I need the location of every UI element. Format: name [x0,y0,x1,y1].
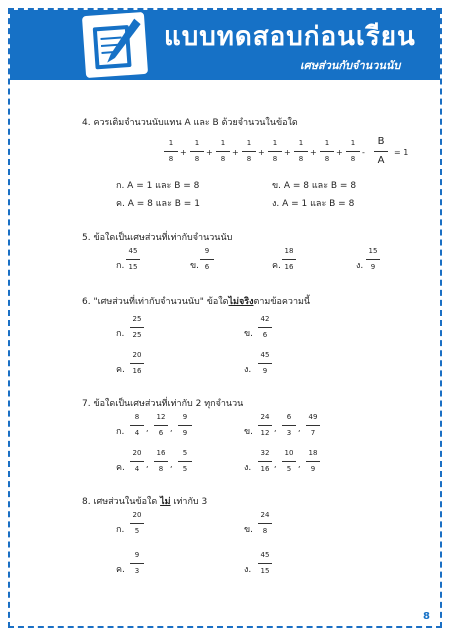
q7-option-2-fraction-3-bar [306,425,320,426]
q8-option-4-fraction-numerator: 45 [260,551,270,559]
q7-option-1-fraction-1 [130,414,144,437]
q5-option-1-label: ก. [116,261,125,271]
q5-option-3-fraction [282,248,296,271]
q7-option-3-fraction-3 [178,450,192,473]
q7-option-2-fraction-3-denominator: 7 [310,429,316,437]
q4-fraction-1-numerator: 1 [168,139,174,147]
q6-option-3-fraction-numerator: 20 [132,351,142,359]
q6-option-4-fraction-denominator: 9 [262,367,268,375]
question-7: 7. ข้อใดเป็นเศษส่วนที่เท่ากับ 2 ทุกจำนวน [82,399,244,409]
q4-fraction-5-numerator: 1 [272,139,278,147]
q5-option-2-fraction [200,248,214,271]
page-title: แบบทดสอบก่อนเรียน [164,22,416,52]
q7-option-4-fraction-3 [306,450,320,473]
q5-option-1-fraction-denominator: 15 [128,263,138,271]
q7-option-3-fraction-2 [154,450,168,473]
q8-text-after: เท่ากับ 3 [170,497,208,507]
q7-option-1-fraction-3-bar [178,425,192,426]
q4-fraction-6-numerator: 1 [298,139,304,147]
q5-option-4-fraction-bar [366,259,380,260]
q4-fraction-5 [268,140,282,163]
q7-option-4-fraction-2-bar [282,461,296,462]
comma-separator: , [298,424,301,433]
q4-fraction-8-bar [346,151,360,152]
q5-option-3-fraction-bar [282,259,296,260]
plus-sign: + [284,148,291,157]
q6-text-underline: ไม่จริง [228,297,254,307]
q7-option-4-fraction-3-numerator: 18 [308,449,318,457]
q8-option-1-fraction-denominator: 5 [134,527,140,535]
q5-option-4-fraction [366,248,380,271]
q6-option-3-label: ค. [116,365,125,375]
q6-option-1-fraction-denominator: 25 [132,331,142,339]
q7-option-2-fraction-2-bar [282,425,296,426]
q6-option-2-fraction [258,316,272,339]
q7-option-3-fraction-3-denominator: 5 [182,465,188,473]
q7-option-3-fraction-1-denominator: 4 [134,465,140,473]
q7-option-4-fraction-2 [282,450,296,473]
q8-option-2-fraction [258,512,272,535]
q4-option-c[interactable]: ค. A = 8 และ B = 1 [116,199,200,209]
q4-fraction-5-denominator: 8 [272,155,278,163]
q7-option-1-fraction-2 [154,414,168,437]
q7-option-2-fraction-1-bar [258,425,272,426]
q6-text-after: ตามข้อความนี้ [253,297,311,307]
q6-option-4-label: ง. [244,365,252,375]
q7-option-4-fraction-1-numerator: 32 [260,449,270,457]
q8-option-4-label: ง. [244,565,252,575]
q5-option-2-label: ข. [190,261,200,271]
q7-option-2-fraction-1-denominator: 12 [260,429,270,437]
q6-option-4-fraction-numerator: 45 [260,351,270,359]
q6-option-2-label: ข. [244,329,254,339]
q8-option-3-fraction-numerator: 9 [134,551,140,559]
q6-option-1-fraction-numerator: 25 [132,315,142,323]
q7-option-4-fraction-2-numerator: 10 [284,449,294,457]
comma-separator: , [298,460,301,469]
comma-separator: , [146,460,149,469]
q7-option-1-fraction-2-numerator: 12 [156,413,166,421]
q6-option-3-fraction-denominator: 16 [132,367,142,375]
q7-option-2-fraction-1-numerator: 24 [260,413,270,421]
q8-option-3-label: ค. [116,565,125,575]
comma-separator: , [170,424,173,433]
q4-fraction-7-numerator: 1 [324,139,330,147]
q6-option-2-fraction-numerator: 42 [260,315,270,323]
q4-fraction-6-bar [294,151,308,152]
q8-option-2-fraction-denominator: 8 [262,527,268,535]
q5-option-1-fraction-bar [126,259,140,260]
plus-sign: + [310,148,317,157]
comma-separator: , [170,460,173,469]
q7-option-3-fraction-1-numerator: 20 [132,449,142,457]
q4-unknown-fraction-denominator: A [377,155,385,166]
q4-fraction-3 [216,140,230,163]
q7-option-4-fraction-3-bar [306,461,320,462]
q4-fraction-4-numerator: 1 [246,139,252,147]
page-number: 8 [423,611,430,622]
q7-option-3-fraction-2-denominator: 8 [158,465,164,473]
q7-option-1-fraction-2-bar [154,425,168,426]
question-8 [82,494,207,508]
q6-option-1-fraction-bar [130,327,144,328]
q8-option-1-fraction-numerator: 20 [132,511,142,519]
q4-fraction-8-denominator: 8 [350,155,356,163]
q7-option-2-fraction-2-denominator: 3 [286,429,292,437]
page-subtitle: เศษส่วนกับจำนวนนับ [300,59,401,72]
q8-option-4-fraction-denominator: 15 [260,567,270,575]
q4-fraction-6-denominator: 8 [298,155,304,163]
q7-option-4-fraction-3-denominator: 9 [310,465,316,473]
q6-option-2-fraction-denominator: 6 [262,331,268,339]
q6-option-2-fraction-bar [258,327,272,328]
q4-unknown-fraction-numerator: B [377,136,385,147]
q7-option-4-fraction-1-denominator: 16 [260,465,270,473]
q7-option-3-fraction-2-bar [154,461,168,462]
q7-option-3-fraction-3-numerator: 5 [182,449,188,457]
q5-option-1-fraction-numerator: 45 [128,247,138,255]
q4-fraction-2-numerator: 1 [194,139,200,147]
question-4: 4. ควรเติมจำนวนนับแทน A และ B ด้วยจำนวนในข้อใด [82,118,298,128]
q7-option-2-label: ข. [244,427,254,437]
q7-option-1-fraction-1-bar [130,425,144,426]
q4-fraction-8 [346,140,360,163]
q4-fraction-1-denominator: 8 [168,155,174,163]
question-6 [82,294,310,308]
q7-option-4-label: ง. [244,463,252,473]
q8-option-4-fraction-bar [258,563,272,564]
q7-option-2-fraction-1 [258,414,272,437]
q4-option-a[interactable]: ก. A = 1 และ B = 8 [116,181,200,191]
q7-option-3-fraction-2-numerator: 16 [156,449,166,457]
q8-option-4-fraction [258,552,272,575]
q4-result: = 1 [394,148,409,157]
q4-fraction-7-bar [320,151,334,152]
q8-option-2-label: ข. [244,525,254,535]
q4-fraction-5-bar [268,151,282,152]
q5-option-3-fraction-numerator: 18 [284,247,294,255]
q7-option-3-label: ค. [116,463,125,473]
q8-option-2-fraction-bar [258,523,272,524]
q5-option-3-label: ค. [272,261,281,271]
q7-option-1-label: ก. [116,427,125,437]
q7-option-1-fraction-3 [178,414,192,437]
q4-fraction-3-bar [216,151,230,152]
plus-sign: + [258,148,265,157]
q5-option-1-fraction [126,248,140,271]
q7-option-4-fraction-1 [258,450,272,473]
q4-fraction-4-bar [242,151,256,152]
page-border [8,8,442,628]
q5-option-3-fraction-denominator: 16 [284,263,294,271]
plus-sign: + [206,148,213,157]
q7-option-3-fraction-3-bar [178,461,192,462]
question-5: 5. ข้อใดเป็นเศษส่วนที่เท่ากับจำนวนนับ [82,233,233,243]
q4-fraction-2-bar [190,151,204,152]
q4-unknown-fraction [374,137,388,166]
q4-option-d[interactable]: ง. A = 1 และ B = 8 [272,199,355,209]
q4-fraction-1 [164,140,178,163]
q8-option-3-fraction-denominator: 3 [134,567,140,575]
q4-fraction-7 [320,140,334,163]
q6-option-1-label: ก. [116,329,125,339]
q8-option-1-label: ก. [116,525,125,535]
q5-option-2-fraction-bar [200,259,214,260]
q8-text-before: 8. เศษส่วนในข้อใด [82,497,161,507]
q7-option-3-fraction-1 [130,450,144,473]
q6-text-before: 6. "เศษส่วนที่เท่ากับจำนวนนับ" ข้อใด [82,297,229,307]
q8-option-2-fraction-numerator: 24 [260,511,270,519]
plus-sign: + [232,148,239,157]
q6-option-4-fraction-bar [258,363,272,364]
q7-option-3-fraction-1-bar [130,461,144,462]
q8-option-1-fraction-bar [130,523,144,524]
q5-option-4-fraction-numerator: 15 [368,247,378,255]
q7-option-2-fraction-3 [306,414,320,437]
q7-option-1-fraction-2-denominator: 6 [158,429,164,437]
q7-option-1-fraction-3-denominator: 9 [182,429,188,437]
pen-paper-icon [82,12,148,78]
q4-fraction-4 [242,140,256,163]
q5-option-4-label: ง. [356,261,364,271]
q4-fraction-1-bar [164,151,178,152]
q7-option-4-fraction-1-bar [258,461,272,462]
q7-option-4-fraction-2-denominator: 5 [286,465,292,473]
q6-option-1-fraction [130,316,144,339]
q7-option-2-fraction-2-numerator: 6 [286,413,292,421]
q4-fraction-4-denominator: 8 [246,155,252,163]
q7-option-1-fraction-1-numerator: 8 [134,413,140,421]
q8-option-3-fraction-bar [130,563,144,564]
q7-option-1-fraction-1-denominator: 4 [134,429,140,437]
comma-separator: , [274,424,277,433]
q4-fraction-2-denominator: 8 [194,155,200,163]
comma-separator: , [274,460,277,469]
q4-fraction-3-denominator: 8 [220,155,226,163]
q5-option-2-fraction-numerator: 9 [204,247,210,255]
comma-separator: , [146,424,149,433]
q4-fraction-8-numerator: 1 [350,139,356,147]
q5-option-2-fraction-denominator: 6 [204,263,210,271]
q6-option-3-fraction [130,352,144,375]
q4-option-b[interactable]: ข. A = 8 และ B = 8 [272,181,357,191]
q4-fraction-7-denominator: 8 [324,155,330,163]
q4-fraction-2 [190,140,204,163]
q7-option-2-fraction-2 [282,414,296,437]
q7-option-1-fraction-3-numerator: 9 [182,413,188,421]
q7-option-2-fraction-3-numerator: 49 [308,413,318,421]
plus-sign: + [180,148,187,157]
minus-sign: - [362,148,365,157]
q4-unknown-fraction-bar [374,151,388,152]
q4-fraction-6 [294,140,308,163]
q4-fraction-3-numerator: 1 [220,139,226,147]
q8-option-3-fraction [130,552,144,575]
q5-option-4-fraction-denominator: 9 [370,263,376,271]
q8-text-bold: ไม่ [160,497,171,507]
plus-sign: + [336,148,343,157]
q8-option-1-fraction [130,512,144,535]
q6-option-4-fraction [258,352,272,375]
q6-option-3-fraction-bar [130,363,144,364]
